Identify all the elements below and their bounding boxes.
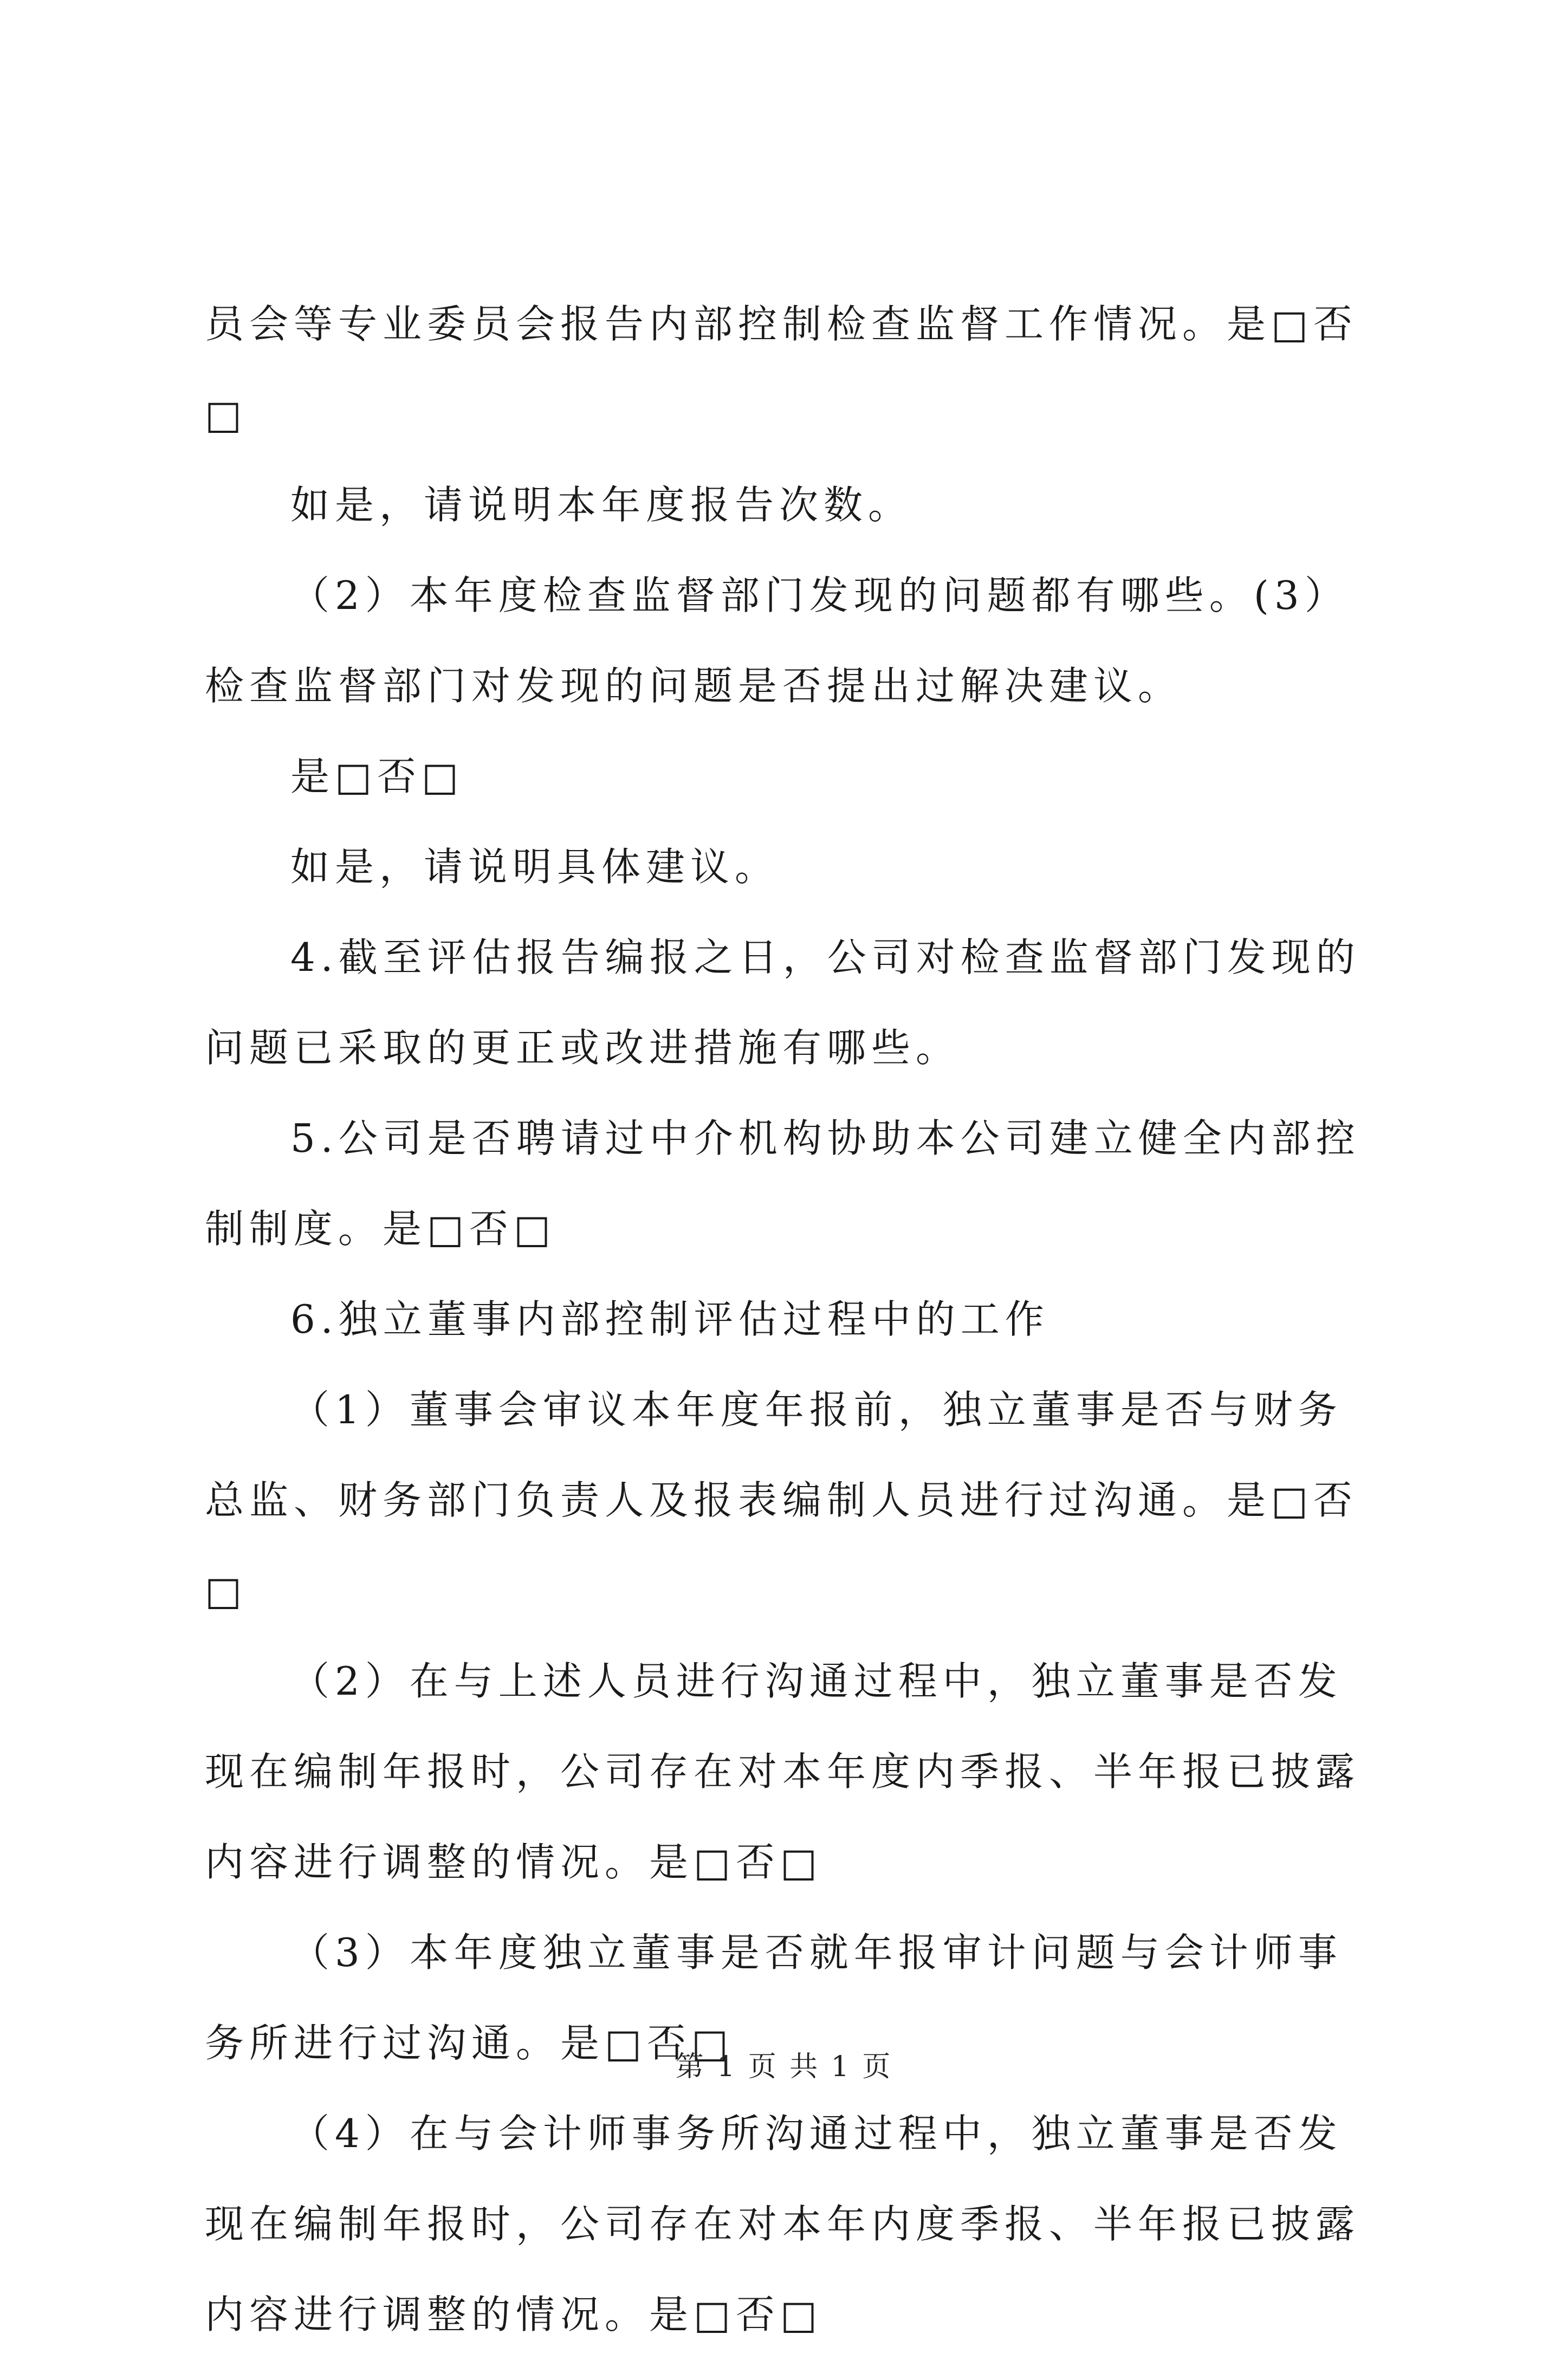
page-footer: 第 1 页 共 1 页 <box>675 2051 893 2083</box>
paragraph-report-count: 如是，请说明本年度报告次数。 <box>290 482 913 528</box>
paragraph-item-6-2: （2）在与上述人员进行沟通过程中，独立董事是否发现在编制年报时，公司存在对本年度内季报、半年报已披露内容进行调整的情况。是□否□ <box>205 1658 1360 1885</box>
paragraph-suggestions: 如是，请说明具体建议。 <box>290 844 780 890</box>
paragraph-item-2-3: （2）本年度检查监督部门发现的问题都有哪些。(3）检查监督部门对发现的问题是否提出过解决建议。 <box>205 573 1349 709</box>
paragraph-continuation: 员会等专业委员会报告内部控制检查监督工作情况。是□否□ <box>205 301 1358 437</box>
paragraph-item-6-4: （4）在与会计师事务所沟通过程中，独立董事是否发现在编制年报时，公司存在对本年内度季报、半年报已披露内容进行调整的情况。是□否□ <box>205 2111 1360 2337</box>
paragraph-yes-no: 是□否□ <box>290 754 464 799</box>
paragraph-item-6-heading: 6.独立董事内部控制评估过程中的工作 <box>290 1296 1049 1342</box>
paragraph-item-6-1: （1）董事会审议本年度年报前，独立董事是否与财务总监、财务部门负责人及报表编制人员进行过沟通。是□否□ <box>205 1387 1358 1613</box>
paragraph-item-5: 5.公司是否聘请过中介机构协助本公司建立健全内部控制制度。是□否□ <box>205 1116 1360 1252</box>
paragraph-item-6-3: （3）本年度独立董事是否就年报审计问题与会计师事务所进行过沟通。是□否□ <box>205 1930 1343 2066</box>
paragraph-item-4: 4.截至评估报告编报之日，公司对检查监督部门发现的问题已采取的更正或改进措施有哪些。 <box>205 935 1360 1071</box>
